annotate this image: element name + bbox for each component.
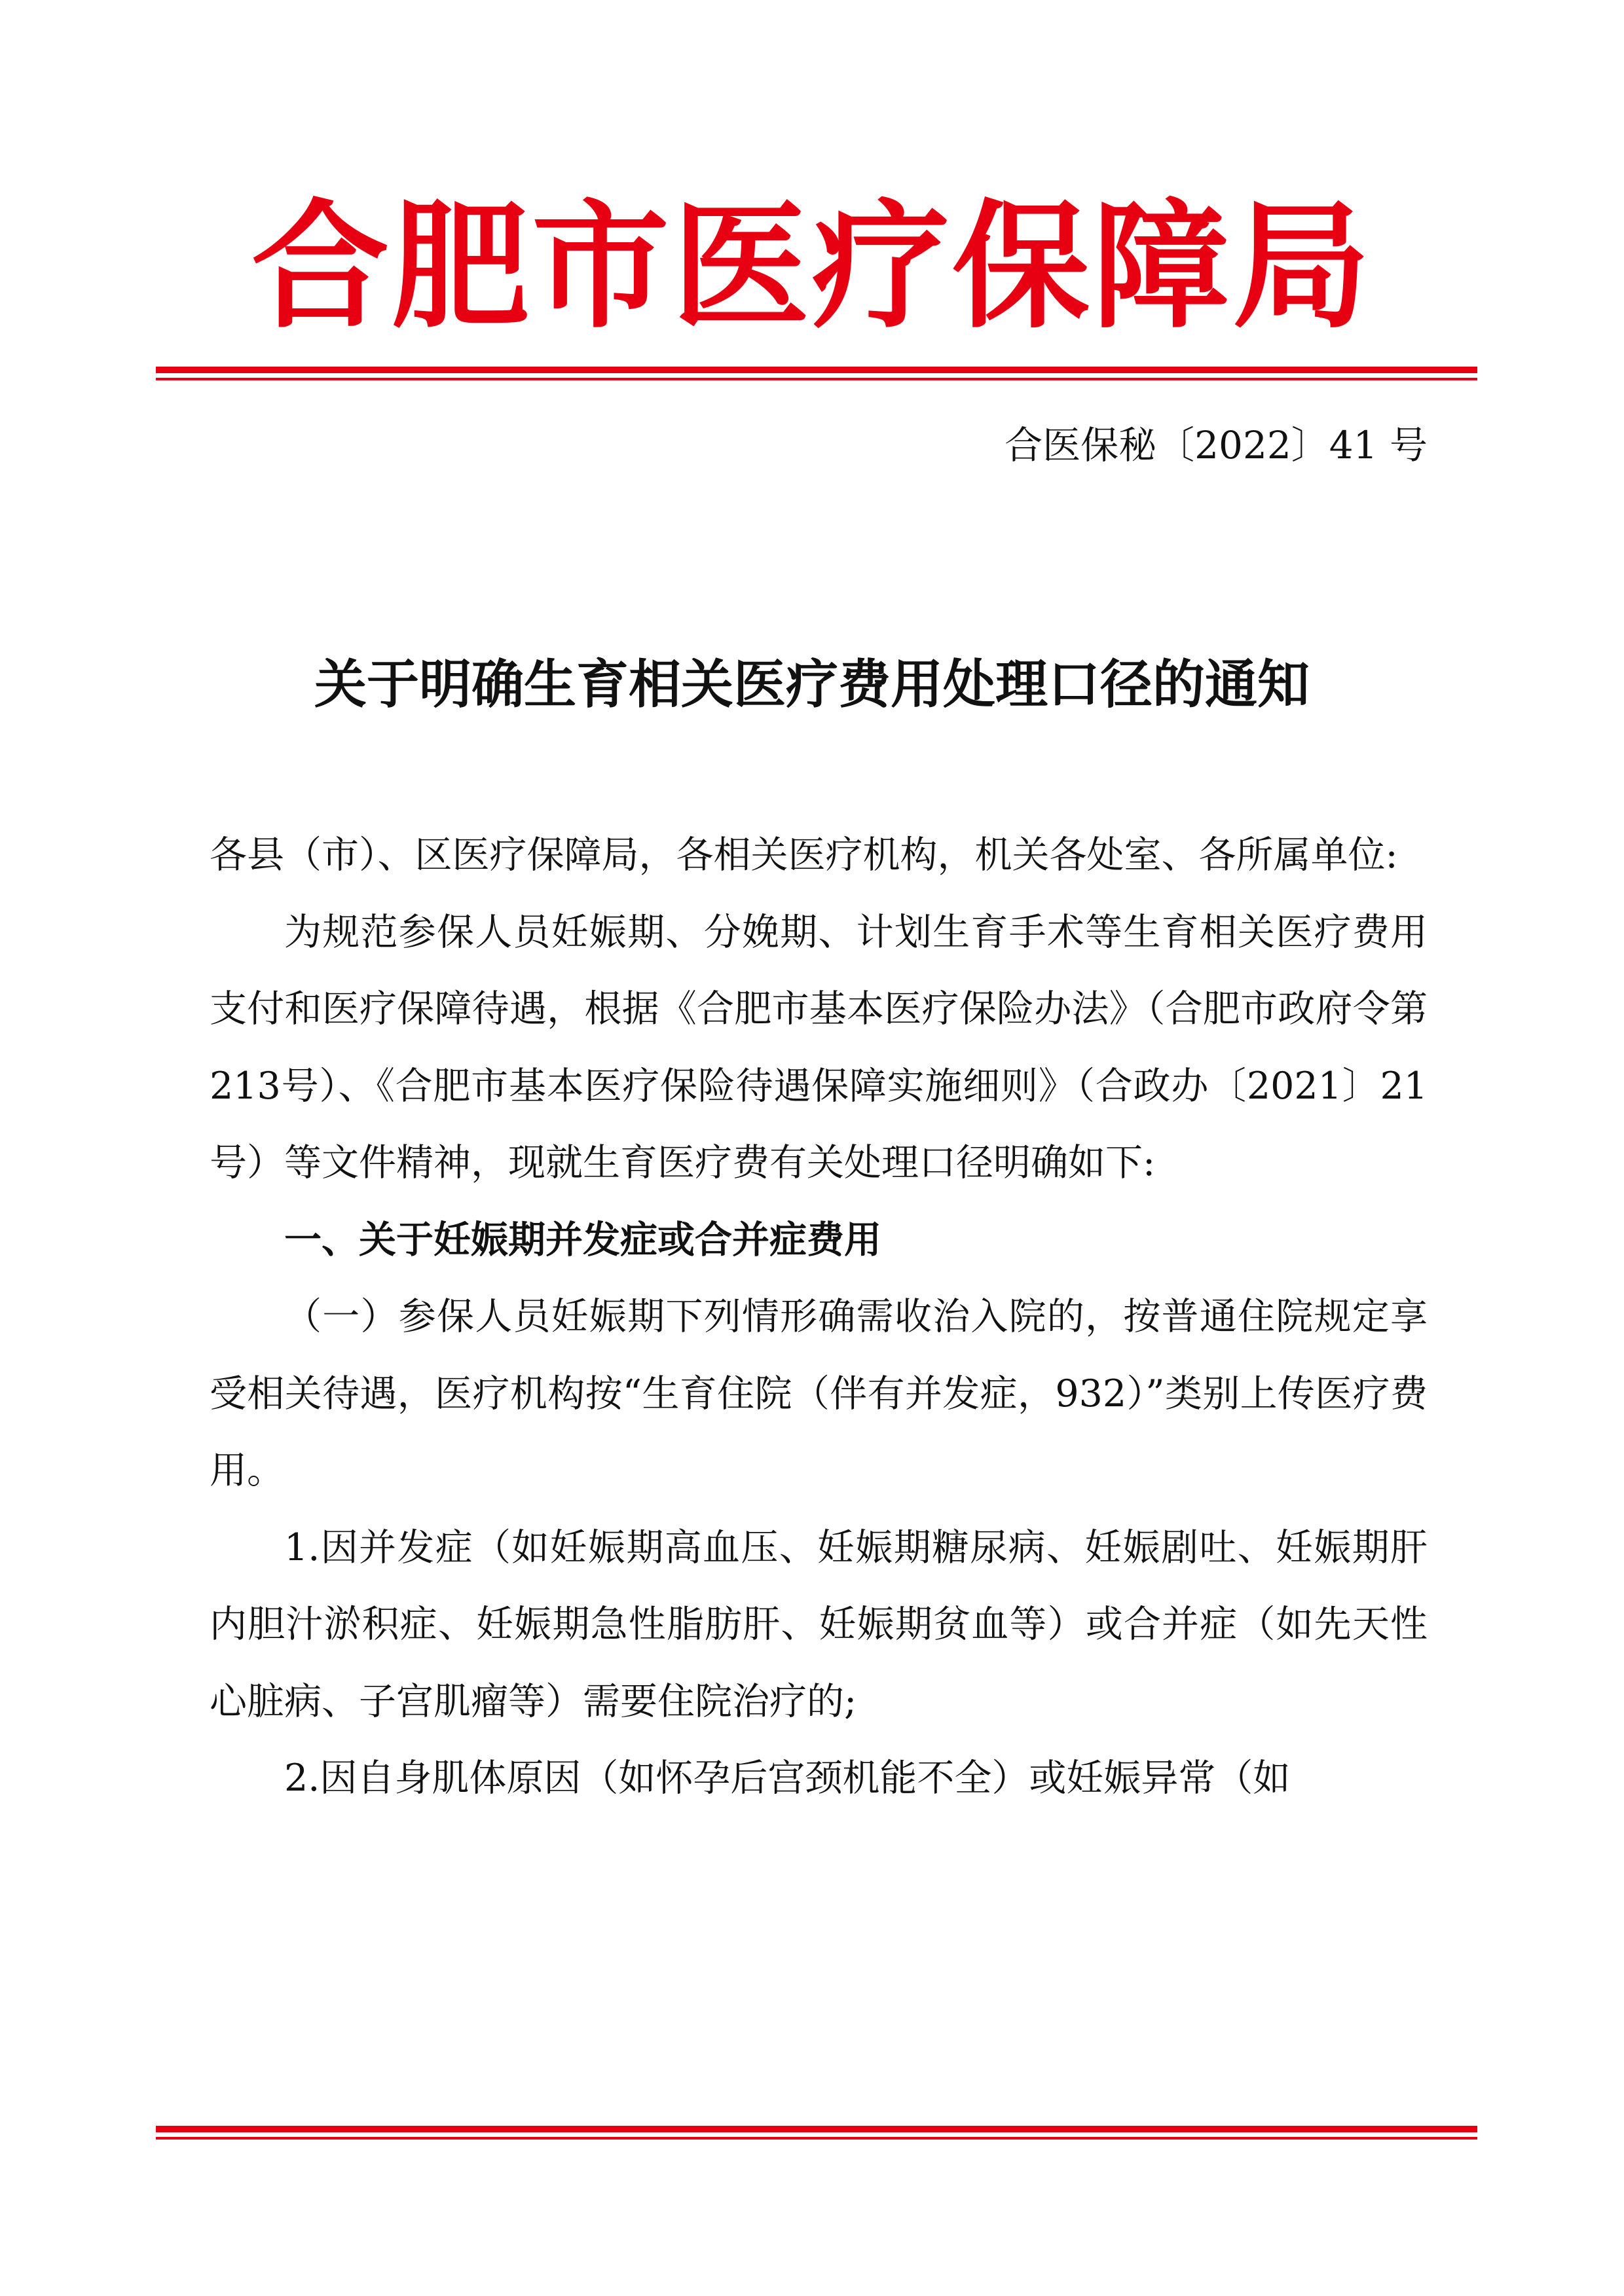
document-number: 合医保秘〔2022〕41 号 xyxy=(1005,423,1428,467)
section-1-heading: 一、关于妊娠期并发症或合并症费用 xyxy=(284,1218,881,1262)
intro-paragraph: 为规范参保人员妊娠期、分娩期、计划生育手术等生育相关医疗费用支付和医疗保障待遇，根据《合肥市基本医疗保险办法》（合肥市政府令第213号）、《合肥市基本医疗保险待遇保障实施细则》（合政办〔2021〕21 号）等文件精神，现就生育医疗费有关处理口径明确如下: xyxy=(210,910,1428,1184)
addressee: 各县（市）、区医疗保障局，各相关医疗机构，机关各处室、各所属单位: xyxy=(210,833,1398,877)
footer-red-rule-thick xyxy=(156,2126,1477,2132)
document-title: 关于明确生育相关医疗费用处理口径的通知 xyxy=(314,653,1310,715)
footer-red-rule-thin xyxy=(156,2137,1477,2140)
letterhead-agency-name: 合肥市医疗保障局 xyxy=(251,187,1373,347)
letterhead-red-rule-thin xyxy=(156,378,1477,380)
letterhead-red-rule-thick xyxy=(156,367,1477,373)
list-item-1: 1.因并发症（如妊娠期高血压、妊娠期糖尿病、妊娠剧吐、妊娠期肝内胆汁淤积症、妊娠期急性脂肪肝、妊娠期贫血等）或合并症（如先天性心脏病、子宫肌瘤等）需要住院治疗的; xyxy=(210,1525,1428,1723)
section-1-subsection-1: （一）参保人员妊娠期下列情形确需收治入院的，按普通住院规定享受相关待遇，医疗机构按“生育住院（伴有并发症，932）”类别上传医疗费用。 xyxy=(210,1295,1428,1492)
list-item-2: 2.因自身肌体原因（如怀孕后宫颈机能不全）或妊娠异常（如 xyxy=(284,1757,1291,1800)
document-body xyxy=(210,817,1428,1817)
